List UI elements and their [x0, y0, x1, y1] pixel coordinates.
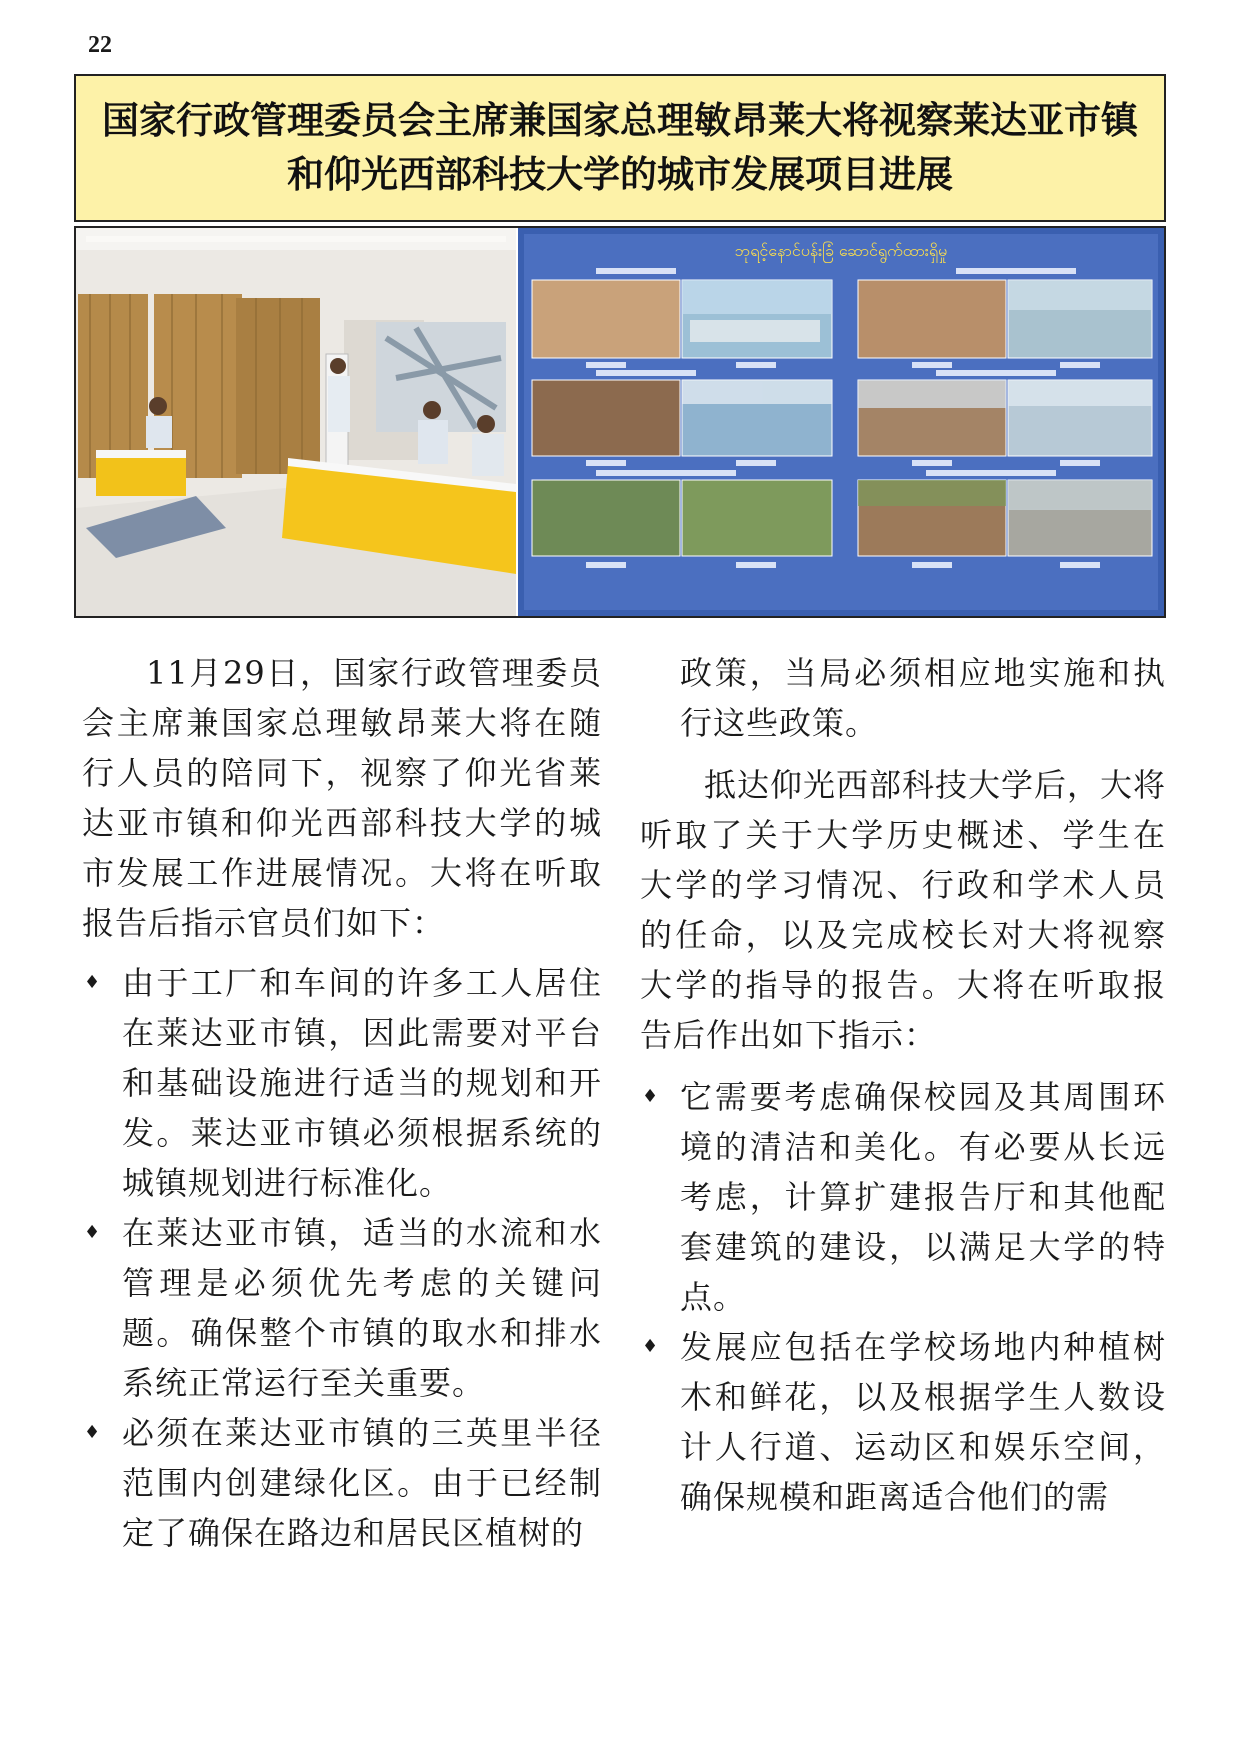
- instructions-list-2: [640, 1072, 1166, 1522]
- article-column-left: [82, 648, 602, 1558]
- article-column-right: [640, 648, 1166, 1522]
- bullet-diamond-icon: ♦: [84, 972, 102, 993]
- article-title-line-1: 国家行政管理委员会主席兼国家总理敏昂莱大将视察莱达亚市镇: [102, 99, 1138, 142]
- list-item: ♦ 发展应包括在学校场地内种植树木和鲜花，以及根据学生人数设计人行道、运动区和娱乐空间，确保规模和距离适合他们的需: [640, 1322, 1166, 1522]
- bullet-diamond-icon: ♦: [84, 1422, 102, 1443]
- photo-frame: [74, 226, 1166, 618]
- intro-paragraph: 11月29日，国家行政管理委员会主席兼国家总理敏昂莱大将在随行人员的陪同下，视察了仰光省莱达亚市镇和仰光西部科技大学的城市发展工作进展情况。大将在听取报告后指示官员们如下：: [82, 654, 602, 942]
- presentation-board-photo: [518, 228, 1164, 616]
- page-number: 22: [88, 32, 112, 58]
- list-item: ♦ 由于工厂和车间的许多工人居住在莱达亚市镇，因此需要对平台和基础设施进行适当的规划和开发。莱达亚市镇必须根据系统的城镇规划进行标准化。: [82, 958, 602, 1208]
- bullet-diamond-icon: ♦: [642, 1336, 660, 1357]
- bullet-continuation: 政策，当局必须相应地实施和执行这些政策。: [680, 654, 1166, 742]
- board-title: ဘုရင့်နောင်ပန်းခြံ ဆောင်ရွက်ထားရှိမှု: [734, 241, 948, 260]
- meeting-room-photo: [76, 228, 516, 616]
- university-paragraph: 抵达仰光西部科技大学后，大将听取了关于大学历史概述、学生在大学的学习情况、行政和学术人员的任命，以及完成校长对大将视察大学的指导的报告。大将在听取报告后作出如下指示：: [640, 766, 1167, 1054]
- article-title-line-2: 和仰光西部科技大学的城市发展项目进展: [287, 153, 953, 196]
- bullet-diamond-icon: ♦: [84, 1222, 102, 1243]
- article-title-box: [74, 74, 1166, 222]
- instructions-list-1: [82, 958, 602, 1558]
- bullet-diamond-icon: ♦: [642, 1086, 660, 1107]
- list-item: ♦ 在莱达亚市镇，适当的水流和水管理是必须优先考虑的关键问题。确保整个市镇的取水和排水系统正常运行至关重要。: [82, 1208, 602, 1408]
- list-item: ♦ 它需要考虑确保校园及其周围环境的清洁和美化。有必要从长远考虑，计算扩建报告厅和其他配套建筑的建设，以满足大学的特点。: [640, 1072, 1166, 1322]
- list-item: ♦ 必须在莱达亚市镇的三英里半径范围内创建绿化区。由于已经制定了确保在路边和居民区植树的: [82, 1408, 602, 1558]
